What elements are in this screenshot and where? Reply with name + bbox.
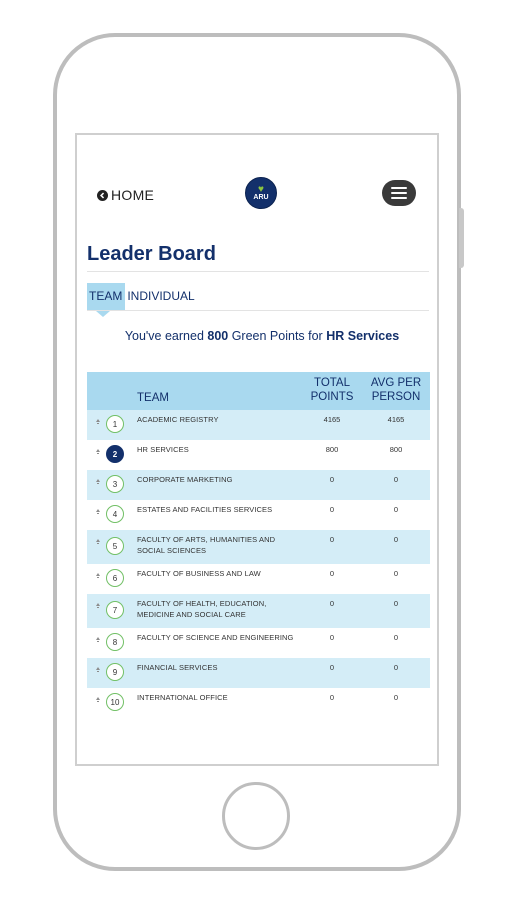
table-row[interactable] [87,688,430,718]
table-row[interactable] [87,470,430,500]
top-bar [77,175,437,215]
rank-badge: 4 [106,505,124,523]
menu-button[interactable] [382,180,416,206]
table-row[interactable] [87,530,430,564]
avg-points-cell: 0 [393,633,399,642]
rank-badge: 7 [106,601,124,619]
chevron-left-icon [97,190,108,201]
phone-side-button [459,208,464,268]
rank-change-icon [96,667,100,670]
avg-points-cell: 0 [393,663,399,672]
team-name-cell: FINANCIAL SERVICES [137,663,218,672]
total-points-cell: 800 [325,445,339,454]
table-row[interactable] [87,410,430,440]
total-points-cell: 4165 [323,415,341,424]
rank-change-icon [96,697,100,700]
avg-points-cell: 0 [393,599,399,608]
heart-icon: ♥ [258,183,264,195]
team-name-cell: FACULTY OF HEALTH, EDUCATION, MEDICINE AND SOCIAL CARE [137,599,267,619]
team-name-cell: HR SERVICES [137,445,189,454]
avg-points-cell: 0 [393,475,399,484]
total-points-cell: 0 [329,693,335,702]
total-points-cell: 0 [329,535,335,544]
team-name-cell: ESTATES AND FACILITIES SERVICES [137,505,273,514]
team-name-cell: FACULTY OF BUSINESS AND LAW [137,569,261,578]
avg-points-cell: 4165 [387,415,405,424]
rank-badge: 6 [106,569,124,587]
rank-change-icon [96,509,100,512]
divider [87,310,429,311]
hamburger-icon [391,187,407,189]
home-label: HOME [111,187,155,203]
leaderboard-table [87,372,430,718]
rank-change-icon [96,419,100,422]
total-points-cell: 0 [329,475,335,484]
rank-badge: 10 [106,693,124,711]
table-row[interactable] [87,658,430,688]
total-points-cell: 0 [329,663,335,672]
tab-bar [87,283,198,311]
table-row[interactable] [87,564,430,594]
table-body [87,410,430,718]
rank-change-icon [96,637,100,640]
team-name-cell: FACULTY OF SCIENCE AND ENGINEERING [137,633,294,642]
avg-points-cell: 800 [389,445,403,454]
rank-badge: 9 [106,663,124,681]
rank-change-icon [96,573,100,576]
rank-change-icon [96,603,100,606]
rank-badge: 3 [106,475,124,493]
total-points-cell: 0 [329,569,335,578]
rank-badge: 1 [106,415,124,433]
table-row[interactable] [87,594,430,628]
header-avg-per-person: AVG PER PERSON [370,377,422,403]
total-points-cell: 0 [329,633,335,642]
avg-points-cell: 0 [393,535,399,544]
phone-home-button[interactable] [222,782,290,850]
tab-team[interactable]: TEAM [87,283,125,311]
team-name: HR Services [326,329,400,343]
avg-points-cell: 0 [393,569,399,578]
table-row[interactable] [87,500,430,530]
total-points-cell: 0 [329,599,335,608]
home-link[interactable] [97,187,154,203]
table-row[interactable] [87,440,430,470]
header-team: TEAM [137,392,169,404]
team-name-cell: INTERNATIONAL OFFICE [137,693,228,702]
app-screen [75,133,439,766]
table-row[interactable] [87,628,430,658]
rank-badge: 5 [106,537,124,555]
rank-change-icon [96,449,100,452]
team-name-cell: ACADEMIC REGISTRY [137,415,219,424]
rank-badge: 8 [106,633,124,651]
page-title: Leader Board [87,243,216,265]
tab-individual[interactable]: INDIVIDUAL [127,289,195,303]
rank-badge: 2 [106,445,124,463]
rank-change-icon [96,539,100,542]
header-total-points: TOTAL POINTS [310,377,354,403]
total-points-cell: 0 [329,505,335,514]
aru-logo[interactable] [245,177,277,209]
team-name-cell: FACULTY OF ARTS, HUMANITIES AND SOCIAL SCIENCES [137,535,276,555]
points-summary: You've earned 800 Green Points for HR Services [124,329,400,343]
divider [87,271,429,272]
table-header [87,372,430,410]
team-name-cell: CORPORATE MARKETING [137,475,233,484]
rank-change-icon [96,479,100,482]
points-value: 800 [207,329,229,343]
avg-points-cell: 0 [393,505,399,514]
avg-points-cell: 0 [393,693,399,702]
logo-text: ARU [253,193,269,201]
